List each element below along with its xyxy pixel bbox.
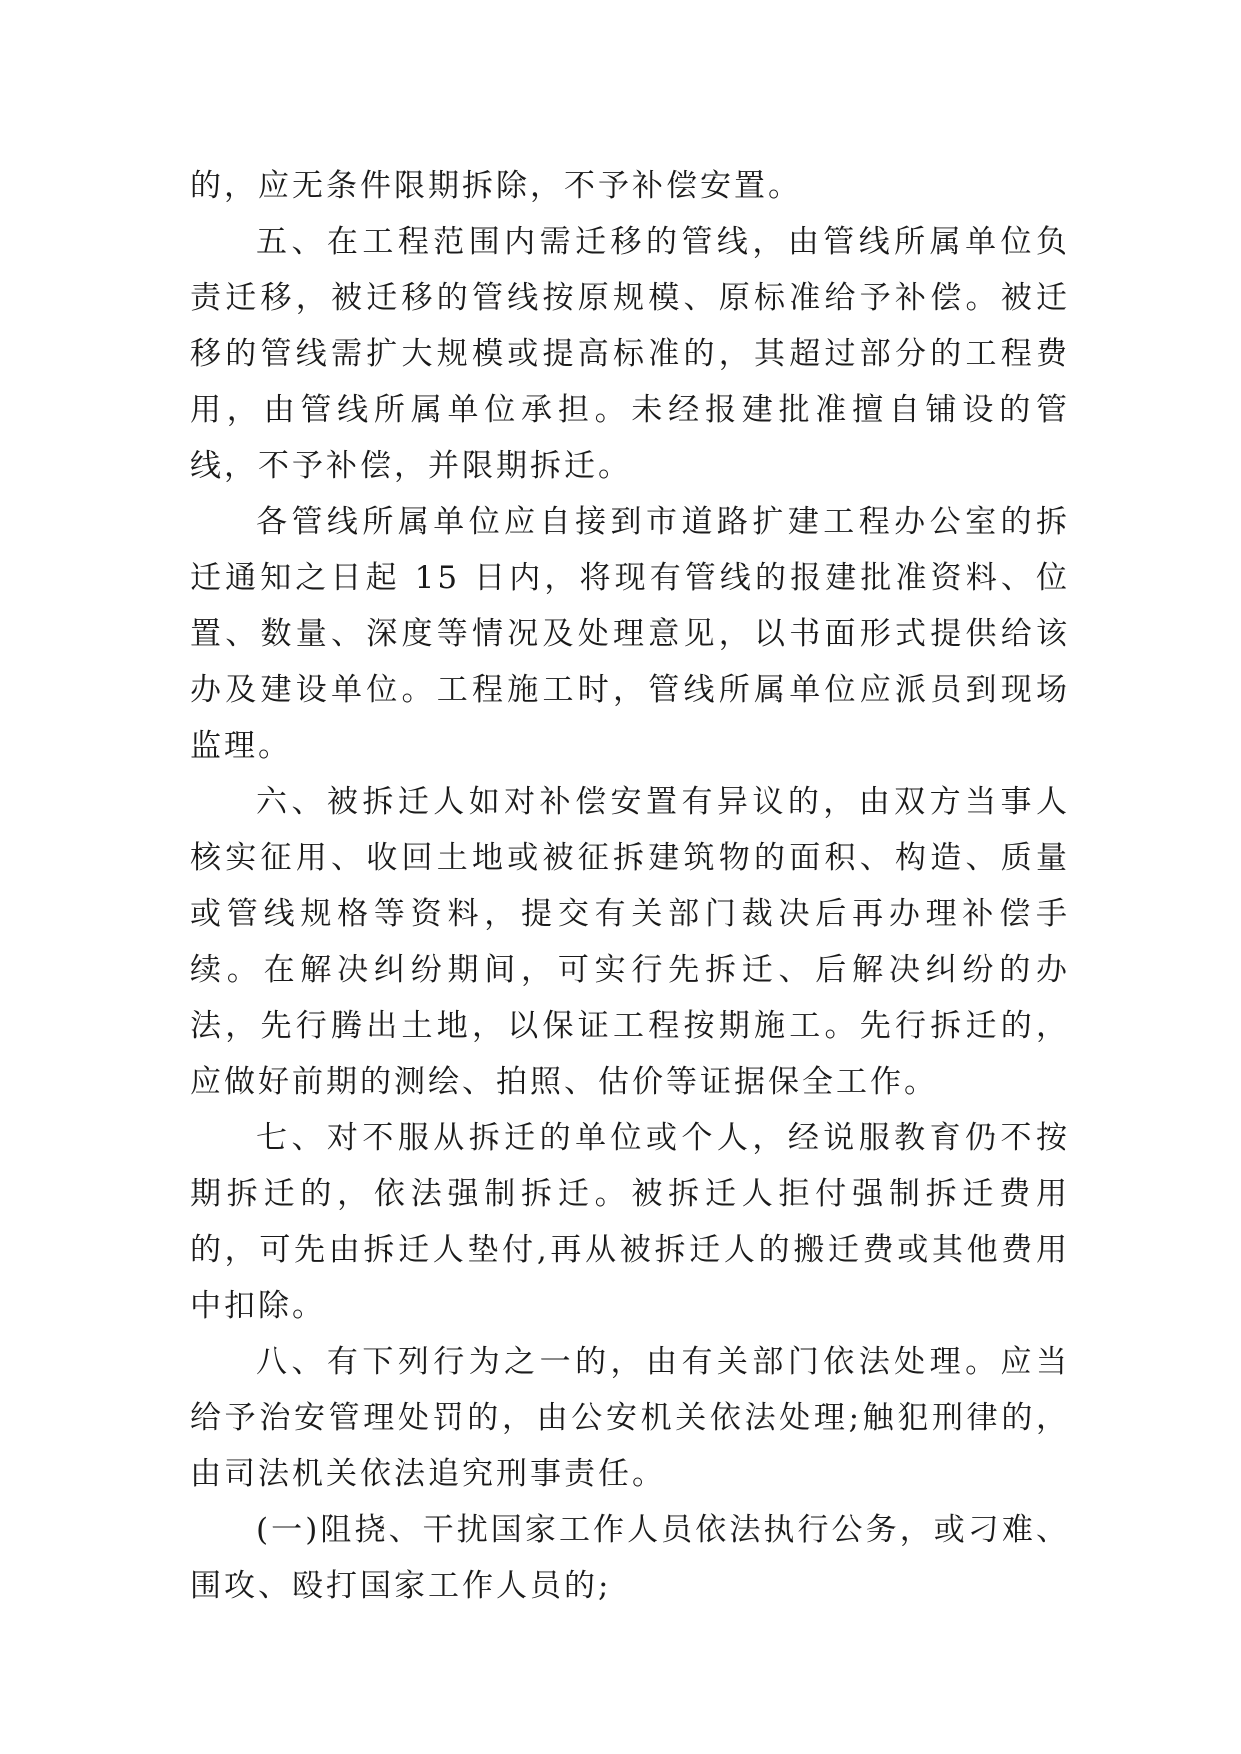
paragraph-article-8: 八、有下列行为之一的，由有关部门依法处理。应当给予治安管理处罚的，由公安机关依法处理;触犯刑律的，由司法机关依法追究刑事责任。 <box>190 1344 1070 1492</box>
paragraph-continuation: 的，应无条件限期拆除，不予补偿安置。 <box>190 168 802 204</box>
document-body <box>190 158 1070 1614</box>
paragraph-article-6: 六、被拆迁人如对补偿安置有异议的，由双方当事人核实征用、收回土地或被征拆建筑物的面积、构造、质量或管线规格等资料，提交有关部门裁决后再办理补偿手续。在解决纠纷期间，可实行先拆迁、后解决纠纷的办法，先行腾出土地，以保证工程按期施工。先行拆迁的，应做好前期的测绘、拍照、估价等证据保全工作。 <box>190 784 1070 1100</box>
paragraph-pipeline-units: 各管线所属单位应自接到市道路扩建工程办公室的拆迁通知之日起 15 日内，将现有管线的报建批准资料、位置、数量、深度等情况及处理意见，以书面形式提供给该办及建设单位。工程施工时，管线所属单位应派员到现场监理。 <box>190 504 1070 764</box>
paragraph-article-5: 五、在工程范围内需迁移的管线，由管线所属单位负责迁移，被迁移的管线按原规模、原标准给予补偿。被迁移的管线需扩大规模或提高标准的，其超过部分的工程费用，由管线所属单位承担。未经报建批准擅自铺设的管线，不予补偿，并限期拆迁。 <box>190 224 1070 484</box>
paragraph-item-1: (一)阻挠、干扰国家工作人员依法执行公务，或刁难、围攻、殴打国家工作人员的; <box>190 1512 1070 1604</box>
paragraph-article-7: 七、对不服从拆迁的单位或个人，经说服教育仍不按期拆迁的，依法强制拆迁。被拆迁人拒付强制拆迁费用的，可先由拆迁人垫付,再从被拆迁人的搬迁费或其他费用中扣除。 <box>190 1120 1070 1324</box>
